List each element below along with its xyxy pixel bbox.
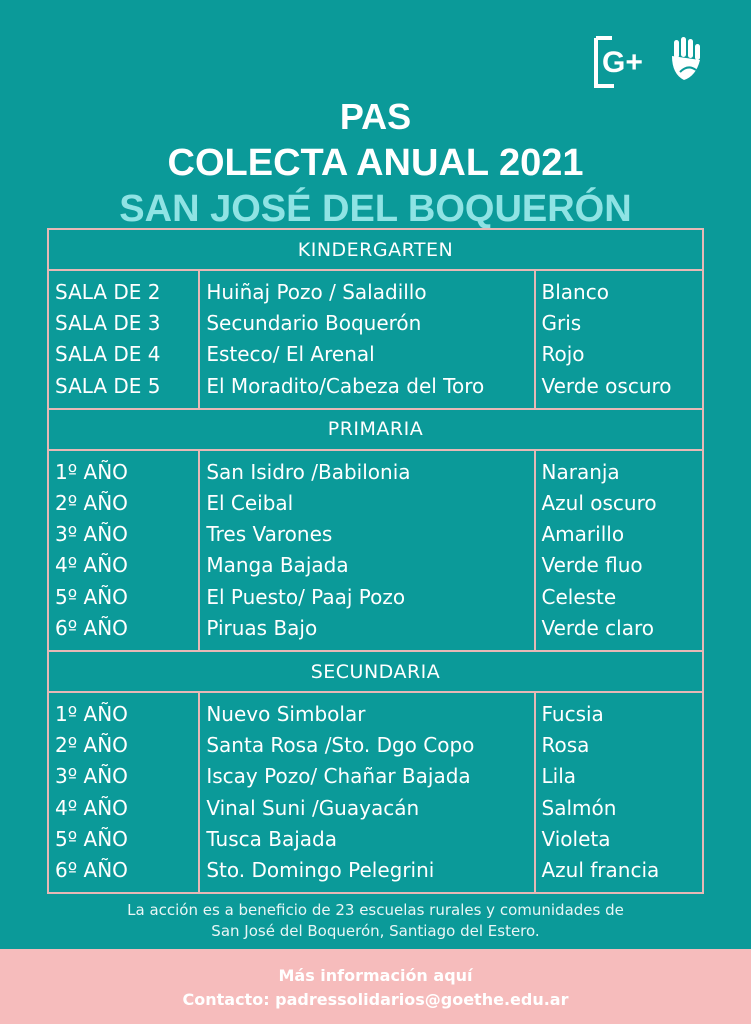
color-item: Rojo: [541, 342, 585, 367]
section-heading-primaria: PRIMARIA: [48, 409, 703, 450]
colors-column: [535, 450, 704, 651]
title-location: SAN JOSÉ DEL BOQUERÓN: [119, 188, 632, 230]
level-item: SALA DE 3: [55, 311, 161, 336]
section-body-secundaria: [48, 692, 703, 893]
school-item: Nuevo Simbolar: [206, 702, 366, 727]
school-item: Huiñaj Pozo / Saladillo: [206, 280, 427, 304]
levels-column: [48, 450, 199, 651]
school-item: Manga Bajada: [206, 553, 349, 578]
svg-text:G+: G+: [602, 46, 643, 79]
level-item: SALA DE 2: [55, 280, 161, 304]
school-item: Tres Varones: [206, 522, 333, 547]
level-item: 2º AÑO: [55, 733, 128, 758]
school-item: Esteco/ El Arenal: [206, 342, 375, 367]
collection-table: [47, 228, 704, 894]
level-item: SALA DE 4: [55, 342, 161, 367]
color-item: Verde claro: [541, 615, 654, 640]
levels-column: [48, 270, 199, 409]
school-item: San Isidro /Babilonia: [206, 459, 411, 484]
level-item: 1º AÑO: [55, 459, 128, 484]
section-body-kindergarten: [48, 270, 703, 409]
color-item: Verde oscuro: [541, 373, 672, 398]
schools-column: [199, 270, 534, 409]
level-item: 4º AÑO: [55, 553, 128, 578]
colors-column: [535, 270, 704, 409]
school-item: Santa Rosa /Sto. Dgo Copo: [206, 733, 475, 758]
title-block: [0, 96, 751, 232]
level-item: 6º AÑO: [55, 858, 128, 883]
color-item: Azul francia: [541, 858, 660, 883]
color-item: Lila: [541, 764, 577, 789]
school-item: El Puesto/ Paaj Pozo: [206, 584, 406, 609]
section-header-row: [48, 229, 703, 270]
level-item: 5º AÑO: [55, 826, 128, 851]
school-item: Tusca Bajada: [206, 826, 337, 851]
school-item: Sto. Domingo Pelegrini: [206, 858, 435, 883]
level-item: SALA DE 5: [55, 373, 161, 398]
school-item: El Ceibal: [206, 491, 294, 516]
schools-column: [199, 450, 534, 651]
more-info-link[interactable]: Más información aquí: [278, 966, 473, 985]
school-item: El Moradito/Cabeza del Toro: [206, 373, 485, 398]
color-item: Rosa: [541, 733, 590, 758]
color-item: Fucsia: [541, 702, 604, 727]
section-header-row: [48, 651, 703, 692]
school-item: Secundario Boquerón: [206, 311, 422, 336]
title-colecta: COLECTA ANUAL 2021: [167, 142, 584, 184]
goethe-logo: [592, 34, 708, 90]
color-item: Verde fluo: [541, 553, 643, 578]
color-item: Amarillo: [541, 522, 625, 547]
section-heading-secundaria: SECUNDARIA: [48, 651, 703, 692]
beneficiary-note: [0, 900, 751, 942]
color-item: Naranja: [541, 459, 620, 484]
note-line-1: La acción es a beneficio de 23 escuelas rurales y comunidades de: [127, 901, 624, 919]
note-line-2: San José del Boquerón, Santiago del Estero.: [211, 922, 540, 940]
color-item: Azul oscuro: [541, 491, 657, 516]
hand-logo-icon: [592, 34, 708, 90]
school-item: Vinal Suni /Guayacán: [206, 795, 420, 820]
level-item: 5º AÑO: [55, 584, 128, 609]
color-item: Gris: [541, 311, 582, 336]
section-header-row: [48, 409, 703, 450]
color-item: Celeste: [541, 584, 617, 609]
school-item: Iscay Pozo/ Chañar Bajada: [206, 764, 471, 789]
footer-banner: [0, 949, 751, 1024]
contact-email[interactable]: Contacto: padressolidarios@goethe.edu.ar: [182, 990, 569, 1009]
color-item: Salmón: [541, 795, 617, 820]
level-item: 3º AÑO: [55, 522, 128, 547]
level-item: 4º AÑO: [55, 795, 128, 820]
schools-column: [199, 692, 534, 893]
section-body-primaria: [48, 450, 703, 651]
color-item: Violeta: [541, 826, 611, 851]
level-item: 3º AÑO: [55, 764, 128, 789]
school-item: Piruas Bajo: [206, 615, 318, 640]
level-item: 2º AÑO: [55, 491, 128, 516]
colors-column: [535, 692, 704, 893]
levels-column: [48, 692, 199, 893]
section-heading-kindergarten: KINDERGARTEN: [48, 229, 703, 270]
level-item: 6º AÑO: [55, 615, 128, 640]
title-pas: PAS: [339, 96, 412, 137]
color-item: Blanco: [541, 280, 609, 304]
level-item: 1º AÑO: [55, 702, 128, 727]
